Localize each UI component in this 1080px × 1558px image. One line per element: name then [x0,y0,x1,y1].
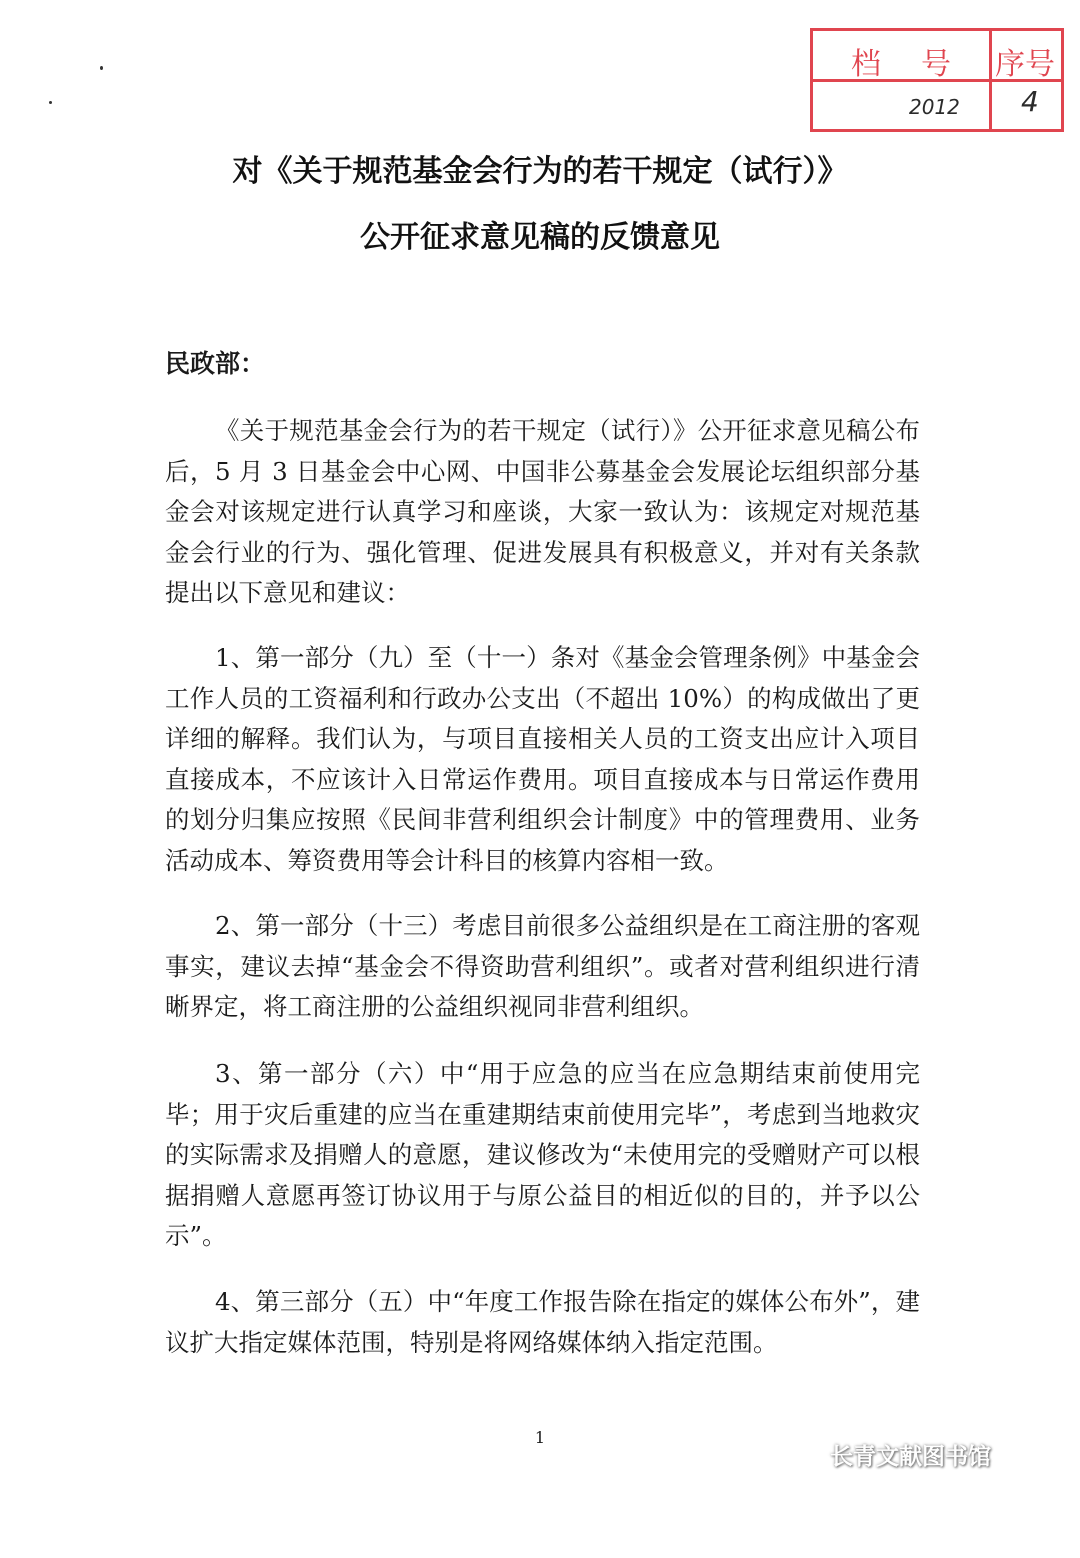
library-watermark: 长青文献图书馆 [830,1444,991,1470]
body-paragraph-intro: 《关于规范基金会行为的若干规定（试行）》公开征求意见稿公布后，5 月 3 日基金会中心网、中国非公募基金会发展论坛组织部分基金会对该规定进行认真学习和座谈，大家一致认为：该规定对规范基金会行业的行为、强化管理、促进发展具有积极意义，并对有关条款提出以下意见和建议： [165,416,920,607]
salutation: 民政部： [165,349,266,378]
archive-stamp [810,28,1064,132]
document-title-line2: 公开征求意见稿的反馈意见 [360,220,720,255]
body-paragraph-item-2: 2、第一部分（十三）考虑目前很多公益组织是在工商注册的客观事实，建议去掉“基金会不得资助营利组织”。或者对营利组织进行清晰界定，将工商注册的公益组织视同非营利组织。 [165,911,920,1021]
stamp-sequence-number: 4 [1021,85,1039,118]
stamp-sequence-label: 序号 [995,47,1055,82]
page-number: 1 [534,1428,546,1447]
body-paragraph-item-1: 1、第一部分（九）至（十一）条对《基金会管理条例》中基金会工作人员的工资福利和行政办公支出（不超出 10%）的构成做出了更详细的解释。我们认为，与项目直接相关人员的工资支出应计入项目直接成本，不应该计入日常运作费用。项目直接成本与日常运作费用的划分归集应按照《民间非营利组织会计制度》中的管理费用、业务活动成本、筹资费用等会计科目的核算内容相一致。 [165,643,920,875]
stamp-archive-label-right: 号 [921,47,953,82]
stamp-divider-vertical [989,31,992,129]
body-paragraph-item-3: 3、第一部分（六）中“用于应急的应当在应急期结束前使用完毕；用于灾后重建的应当在重建期结束前使用完毕”，考虑到当地救灾的实际需求及捐赠人的意愿，建议修改为“未使用完的受赠财产可以根据捐赠人意愿再签订协议用于与原公益目的相近似的目的，并予以公示”。 [165,1059,920,1250]
scan-speck [49,101,52,104]
stamp-archive-number: 2012 [909,95,960,119]
scan-speck [100,66,103,70]
stamp-archive-label-left: 档 [851,47,883,82]
body-paragraph-item-4: 4、第三部分（五）中“年度工作报告除在指定的媒体公布外”，建议扩大指定媒体范围，特别是将网络媒体纳入指定范围。 [165,1287,920,1357]
document-title-line1: 对《关于规范基金会行为的若干规定（试行）》 [232,154,848,189]
